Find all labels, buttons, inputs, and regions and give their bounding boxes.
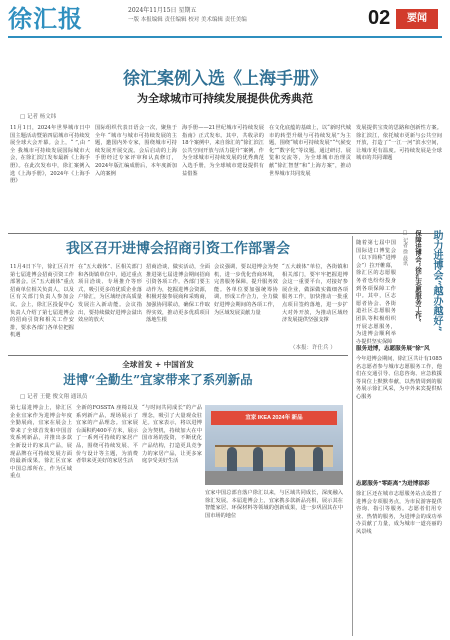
section-tag: 要闻 [396,9,438,29]
article4-vertical-subhead: 保障进博会“徐汇志愿服务工作” [414,230,422,322]
article3-kicker: 全球首发 + 中国首发 [122,360,194,369]
article4-subhead1: 服务进博，志愿服务展“徐”风 [356,346,430,352]
issue-date: 2024年11月15日 星期五 [128,7,197,14]
article4-byline: □ 记者 徐 晨讯 [402,230,408,266]
article3-col2: 全新的FOSSTA 座椅以及系列新产品，现场展示了宜家的产品理念。宜家展台面积约400平方米，展示了一系列可持续的家居产品，围绕可持续发展、平价与设计等主题，为消费者带来更美好的家居生活 [76,405,138,465]
editorial-info: 一版 本报编辑 责任编辑 校对 美术编辑 责任美编 [128,17,247,23]
photo-person [285,447,295,471]
section-divider-2 [8,355,348,356]
ikea-booth-photo [205,405,343,485]
photo-person [253,447,263,471]
newspaper-logo: 徐汇报 [8,4,83,33]
article3-col3: “与时间共同成长”的产品理念，吸引了大量观众驻足。宜家表示，将以进博会为契机，持续加大在中国市场的投资，不断优化产品结构，打造更具竞争力的家居产品，让更多家庭享受美好生活 [142,405,202,465]
article4-col1: 随着第七届中国国际进口博览会（以下简称“进博会”）拉开帷幕，徐汇区的志愿服务者也纷纷投身到各项保障工作中。其中，区志愿者协会、各街道社区志愿服务团队等积极组织开展志愿服务，为进博会顺利举办提供坚实保障 [356,240,396,345]
article1-col5: 发展提供宝贵的思路和创新性方案。徐汇滨江，依托城市更新与公共空间开放，打造了“一江一河”滨水空间，让城市更有温度。可持续发展是全球城市的共同课题 [356,125,442,162]
article3-col4: 宜家中国总部自落户徐汇以来，与区域共同成长，深度融入徐汇发展。本届进博会上，宜家携多款新品亮相，展示其在智能家居、环保材料等领域的创新成果，进一步巩固其在中国市场的地位 [205,490,343,519]
article1-subhead: 为全球城市可持续发展提供优秀典范 [137,92,313,105]
article3-col1: 第七届进博会上，徐汇区企业宜家作为进博会年度全勤展商，宜家在展会上带来了全球首发和中国首发系列新品，并推出多款全新设计的家具产品，展现品牌在可持续发展方面的最新成果。徐汇区宜家中国总部所在，作为区域重点 [10,405,72,480]
article2-headline: 我区召开进博会招商引资工作部署会 [66,241,290,257]
masthead [0,0,450,46]
article2-col3: 招商洽谈，做实活动，全面推进第七届进博会期间招商引资各项工作。各部门要主动作为，挖掘进博会资源，积极对接参展商和采购商，加强协同联动，确保工作取得实效，推动更多优质项目落地生根 [146,264,210,324]
article4-subhead2: 志愿服务“零距离”为进博添彩 [356,481,430,487]
article4-col3: 徐汇区还在城市志愿服务站点设置了进博会专项服务点，为市民游客提供咨询、指引等服务。志愿者们用专业、热情的服务，为进博会的成功举办贡献了力量，成为城市一道亮丽的风景线 [356,491,442,535]
article1-byline: □ 记者 杨文纬 [20,114,57,120]
article1-col3: 海手册——21世纪城市可持续发展指南》正式发布。其中，共收录的18个案例中，来自徐汇的“徐汇滨江公共空间开放与活力提升”案例，作为全球城市可持续发展的优秀典范入选手册，为全球城市建设提供有益借鉴 [182,125,264,177]
article4-vertical-headline: 助力进博会“越办越好” [431,230,442,332]
page-number: 02 [368,7,391,29]
article1-col1: 11月1日，2024年世界城市日中国主题活动暨第四届城市可持续发展全球大会开幕。会上，“ ”,由 ” 全 我城市可持续发展国际城市大会，在徐汇滨江发布最新《上海手册》。在此次发布中，徐汇案例入选《上海手册》，2024年《上海手册》 [10,125,90,185]
photo-person [313,447,323,471]
photo-banner: 宜家 IKEA 2024年 新品 [211,411,337,425]
article2-byline: （本报：许仕兵 ） [290,345,336,351]
column-divider-vertical [352,236,353,636]
article3-byline: □ 记者 王健 俊文翔 通讯员 [20,394,88,400]
article4-col2: 今年进博会期间，徐汇区共计有1085名志愿者参与城市志愿服务工作，他们在交通引导、信息咨询、应急救援等岗位上默默奉献，以热情周到的服务展示徐汇风采，为中外来宾提供贴心服务 [356,356,442,400]
article2-col2: 在“五大载体”、区相关部门和各街镇单位中，通过重点项目洽谈、专场推介等形式，吸引更多的优质企业落户徐汇，为区域经济高质量发展注入新动能。会议指出，要持续做好进博会溢出效应的放大 [78,264,142,324]
masthead-rule [8,36,442,38]
section-divider-1 [8,233,442,234]
article1-headline: 徐汇案例入选《上海手册》 [123,69,327,89]
photo-person [227,447,237,471]
article2-col5: “五大载体”单位，各街镇和相关部门，要牢牢把握进博会这一重要平台，对接好参展企业，做深做实做细各项服务工作，加快推动一批重点项目签约落地，进一步扩大对外开放，为推动区域经济发展提供坚强支撑 [282,264,348,324]
article1-col2: 国际组织代表日语会一次，聚焦于全年 “城市与城市可持续发展的主题，邀国内外专家，围绕城市可持续发展开展交流。会后启动的上海手册经过专家评审和认真修订，2024年版汇编成册后，本年度新加入的案例 [95,125,177,177]
article1-col4: 在文化底蕴的基础上，以“新时代城市的转型升级与可持续发展”为主题，围绕“城市可持续发展”“气候变化”“数字化”等议题，通过研讨、展览和交流等，为全球城市治理贡献“徐汇智慧”和“上海方案”，推动世界城市共同发展 [269,125,351,177]
article2-col1: 11月4日下午，徐汇区召开第七届进博会招商引资工作部署会。区“五大载体”重点招商单位相关负责人，以及区有关部门负责人参加会议。会上，徐汇区投促中心负责人介绍了第七届进博会的招商引资和相关工作安排，要求各部门各单位把握机遇 [10,264,74,339]
article3-headline: 进博“全勤生”宜家带来了系列新品 [63,372,253,387]
article2-col4: 会议强调，要以进博会为契机，进一步优化营商环境，完善服务保障，提升服务效能。各单位要加强统筹协调，形成工作合力，全力做好进博会期间的各项工作，为区域发展贡献力量 [214,264,278,316]
photo-floor [205,471,343,485]
